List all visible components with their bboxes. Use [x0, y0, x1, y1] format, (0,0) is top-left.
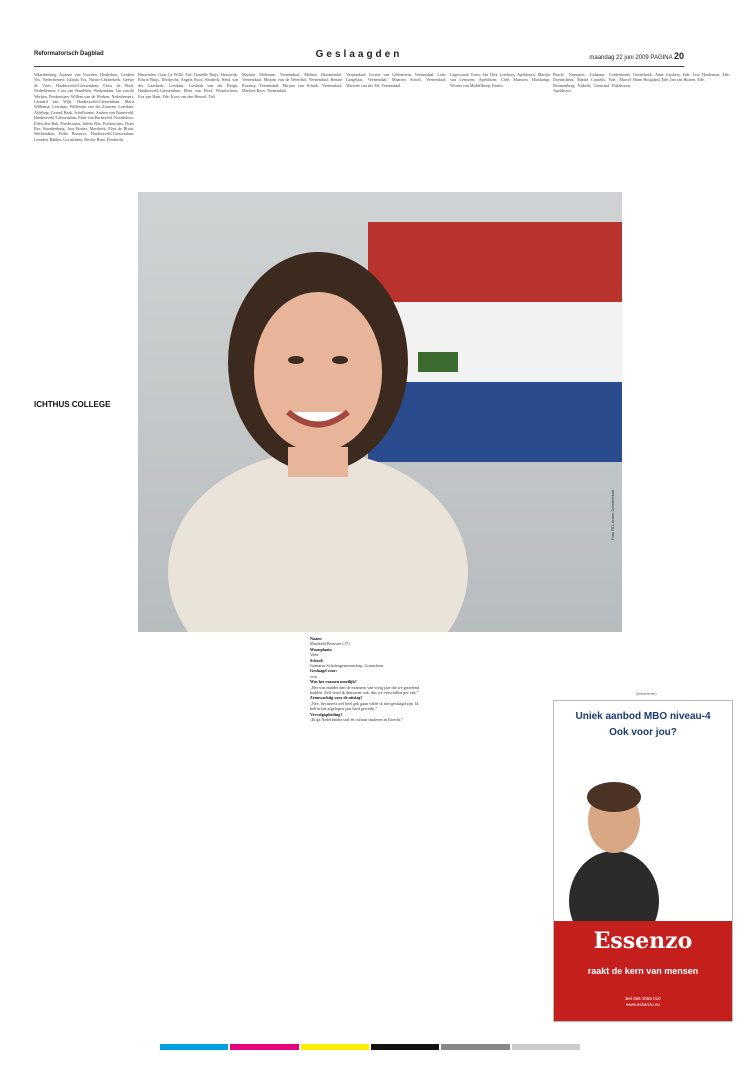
column-7-text: Oosterbeek; Anne Gijsbers, Ede; Lise Hardeman, Ede; Harm Hoogland, Ede; Jan van Huizen, Ede. — [633, 72, 730, 83]
ad-headline: Uniek aanbod MBO niveau-4 — [575, 711, 711, 722]
column-3-text: Martina Molenaar, Veenendaal; Melissa Bloemendal, Veenendaal; Mirjam van de Weerthof, Veenendaal; Renate Rozema, Veenendaal; Mirjam van Schaik, Veenendaal; Marloes Roos, Veenendaal. — [242, 72, 342, 94]
ad-contact — [554, 996, 732, 1008]
column-5 — [450, 72, 550, 190]
ad-person-hair — [587, 782, 641, 812]
column-7 — [633, 72, 730, 682]
ad-brand-block — [554, 921, 732, 1021]
flag-red-stripe — [368, 222, 622, 302]
column-6 — [553, 72, 631, 190]
answer-1: „Het was minder dan de examens van vorig jaar die we geoefend hadden. Zelf vond ik duitsoren ook, dus we verschillen per vak.” — [310, 684, 419, 696]
section-heading: ICHTHUS COLLEGE — [34, 400, 111, 409]
ad-label: (Advertentie) — [636, 692, 657, 696]
ad-subheadline: Ook voor jou? — [609, 727, 677, 738]
tree-foliage — [418, 352, 458, 372]
header-rule — [34, 66, 684, 67]
geslaagd-label: Geslaagd voor: — [310, 668, 338, 674]
column-6-text: Bosch; Nunspeet; Lidianne Coldenhorne, Doetinchem; Martin Cornelis, Ede; Marcel Doomenberg, Nijkerk; Coenraad Dijkshoorn, Apeldoorn. — [553, 72, 631, 94]
column-1-text: Waardenburg, Arjanne van Voorden, Houkelum, Gerdien Vos, Nederhemert; Julinda Vos, Nieuw-Lekkerkerk; Geesje de Vries, Hardinxveld-Giessendam; Chris de Waal, Nederhemert; Cora van Wandelen, Werkendam; Jan van de Werken, Poederoijen; Willem van de Werken, Nederhemert; Leonard van Wijk, Hardinxveld-Giessendam; Marit Willemse, Leerdam; Willemijn van der Zouwen, Leerdam. Afdeling: Gerard Baak, Schelluinen; Andrea van Barneveld, Hardinxveld-Giessendam; Eline van Barneveld, Noordeloos; Ellen den Bak, Poederoijen; Jaletta Bos, Poederoijen; Dries Bor, Waardenburg; Joor Bouter, Meerkerk; Elise de Bruin, Werkendam; Fieke Brouwer, Hardinxveld-Giessendam; Leendert Bakker, Gorinchem; Wesley Bunt, Dordrecht. — [34, 72, 134, 142]
question-3: Vervolgopleiding? — [310, 711, 343, 717]
question-2: Zenuwachtig voor de uitslag? — [310, 695, 363, 701]
date-text: maandag 22 juni 2009 PAGINA — [589, 55, 673, 61]
date-page — [589, 51, 684, 61]
ad-url[interactable]: www.essenzo.nu — [626, 1002, 660, 1007]
page-number: 20 — [673, 51, 684, 61]
column-3 — [242, 72, 342, 190]
girl-face — [254, 292, 382, 452]
ad-person-body — [569, 851, 659, 921]
woonplaats-value: Veen — [310, 652, 319, 658]
right-eye — [332, 356, 348, 364]
photo-credit: Foto RD, Anton Dommerholt — [610, 489, 615, 540]
interview-box — [310, 636, 422, 723]
brand-logo: Essenzo — [593, 928, 693, 954]
woonplaats-label: Woonplaats: — [310, 646, 333, 652]
photo-illustration — [138, 192, 622, 632]
advertisement[interactable] — [553, 700, 733, 1022]
girl-shirt — [168, 452, 468, 632]
school-value: Gomarus Scholengemeenschap, Gorinchem — [310, 663, 384, 669]
column-5-text: Lagewaard, Ernst; Jan Dirk Leerhoes, Apeldoorn; Martijn van Leeuwen, Apeldoorn; Chris Maassen, Harskamp; Wouter van Middelkoop, Emelo. — [450, 72, 550, 88]
flag-blue-stripe — [368, 382, 622, 462]
geslaagd-value: vwo — [310, 673, 318, 679]
school-label: School: — [310, 657, 324, 663]
left-eye — [288, 356, 304, 364]
portrait-photo — [138, 192, 622, 632]
naam-value: Machteld Brouwer (17) — [310, 641, 350, 647]
print-color-bar — [160, 1044, 580, 1050]
question-1: Was het examen moeilijk? — [310, 679, 357, 685]
brand-tagline: raakt de kern van mensen — [587, 966, 699, 976]
ad-phone: Bel 055 2066 010 — [625, 996, 661, 1001]
column-4-text: Veenendaal; Lorette van Gielenstein, Veenendaal; Lotte Langelaar, Veenendaal; Maarten Scholl, Veenendaal; Mariette van der Tol, Veenendaal. — [346, 72, 446, 88]
column-2 — [138, 72, 238, 190]
column-1 — [34, 72, 134, 1052]
answer-3: „Ik ga Nederlandse taal en cultuur studeren in Utrecht.” — [310, 717, 404, 723]
ad-photo — [554, 741, 732, 921]
page-header — [34, 51, 684, 65]
girl-neck — [288, 447, 348, 477]
answer-2: „Nee, het moest wel heel gek gaan wilde ik niet geslaagd zijn. Ik heb in het afgelopen jaar hard gewerkt.” — [310, 700, 419, 712]
naam-label: Naam: — [310, 636, 323, 641]
column-4 — [346, 72, 446, 190]
column-2-text: Benwielen; Gaas Ge Wille, Tiel; Daniëlle Buijs, Sleeuwijk; Edwin Buijs, Dordrecht; Angela Boot, Almkerk; Henk van der Gaasbeek, Leerdam; Liesbeth van der Bergh, Hardinxveld-Giessendam; Ellen van Hoof, Woudrichem; Eva van Ham, Ede; Koos van den Heuvel, Tiel. — [138, 72, 238, 99]
newspaper-name: Reformatorisch Dagblad — [34, 51, 104, 57]
section-title-header: Geslaagden — [315, 49, 403, 60]
